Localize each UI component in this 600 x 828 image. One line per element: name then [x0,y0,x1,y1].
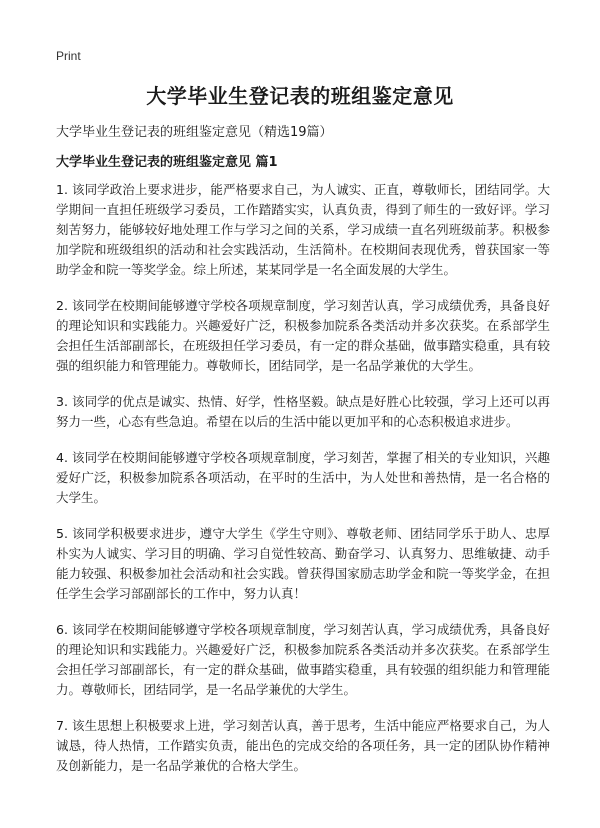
paragraph-6: 6. 该同学在校期间能够遵守学校各项规章制度，学习刻苦认真，学习成绩优秀，具备良好的理论知识和实践能力。兴趣爱好广泛，积极参加院系各类活动并多次获奖。在系部学生会担任学习部副部长，有一定的群众基础，做事踏实稳重，具有较强的组织能力和管理能力。尊敬师长，团结同学，是一名品学兼优的大学生。 [56,622,550,697]
paragraph-7: 7. 该生思想上积极要求上进，学习刻苦认真，善于思考，生活中能应严格要求自己，为人诚恳，待人热情，工作踏实负责，能出色的完成交给的各项任务，具一定的团队协作精神及创新能力，是一名品学兼优的合格大学生。 [56,718,550,773]
paragraph-3: 3. 该同学的优点是诚实、热情、好学，性格坚毅。缺点是好胜心比较强，学习上还可以再努力一些，心态有些急迫。希望在以后的生活中能以更加平和的心态积极追求进步。 [56,394,550,429]
document-subtitle: 大学毕业生登记表的班组鉴定意见（精选19篇） [56,125,333,140]
document-body [56,180,550,792]
paragraph-5: 5. 该同学积极要求进步，遵守大学生《学生守则》、尊敬老师、团结同学乐于助人、忠厚朴实为人诚实、学习目的明确、学习自觉性较高、勤奋学习、认真努力、思维敏捷、动手能力较强、积极参加社会活动和社会实践。曾获得国家励志助学金和院一等奖学金，在担任学生会学习部副部长的工作中，努力认真！ [56,526,550,601]
print-link[interactable]: Print [56,49,81,63]
paragraph-4: 4. 该同学在校期间能够遵守学校各项规章制度，学习刻苦，掌握了相关的专业知识，兴趣爱好广泛，积极参加院系各项活动，在平时的生活中，为人处世和善热情，是一名合格的大学生。 [56,450,550,505]
section-heading: 大学毕业生登记表的班组鉴定意见 篇1 [56,155,278,170]
paragraph-1: 1. 该同学政治上要求进步，能严格要求自己，为人诚实、正直，尊敬师长，团结同学。大学期间一直担任班级学习委员，工作踏踏实实，认真负责，得到了师生的一致好评。学习刻苦努力，能够较好地处理工作与学习之间的关系，学习成绩一直名列班级前茅。积极参加学院和班级组织的活动和社会实践活动，生活简朴。在校期间表现优秀，曾获国家一等助学金和院一等奖学金。综上所述，某某同学是一名全面发展的大学生。 [56,182,550,277]
paragraph-2: 2. 该同学在校期间能够遵守学校各项规章制度，学习刻苦认真，学习成绩优秀，具备良好的理论知识和实践能力。兴趣爱好广泛，积极参加院系各类活动并多次获奖。在系部学生会担任生活部副部长，在班级担任学习委员，有一定的群众基础，做事踏实稳重，具有较强的组织能力和管理能力。尊敬师长，团结同学，是一名品学兼优的大学生。 [56,298,550,373]
page-title: 大学毕业生登记表的班组鉴定意见 [146,84,454,108]
